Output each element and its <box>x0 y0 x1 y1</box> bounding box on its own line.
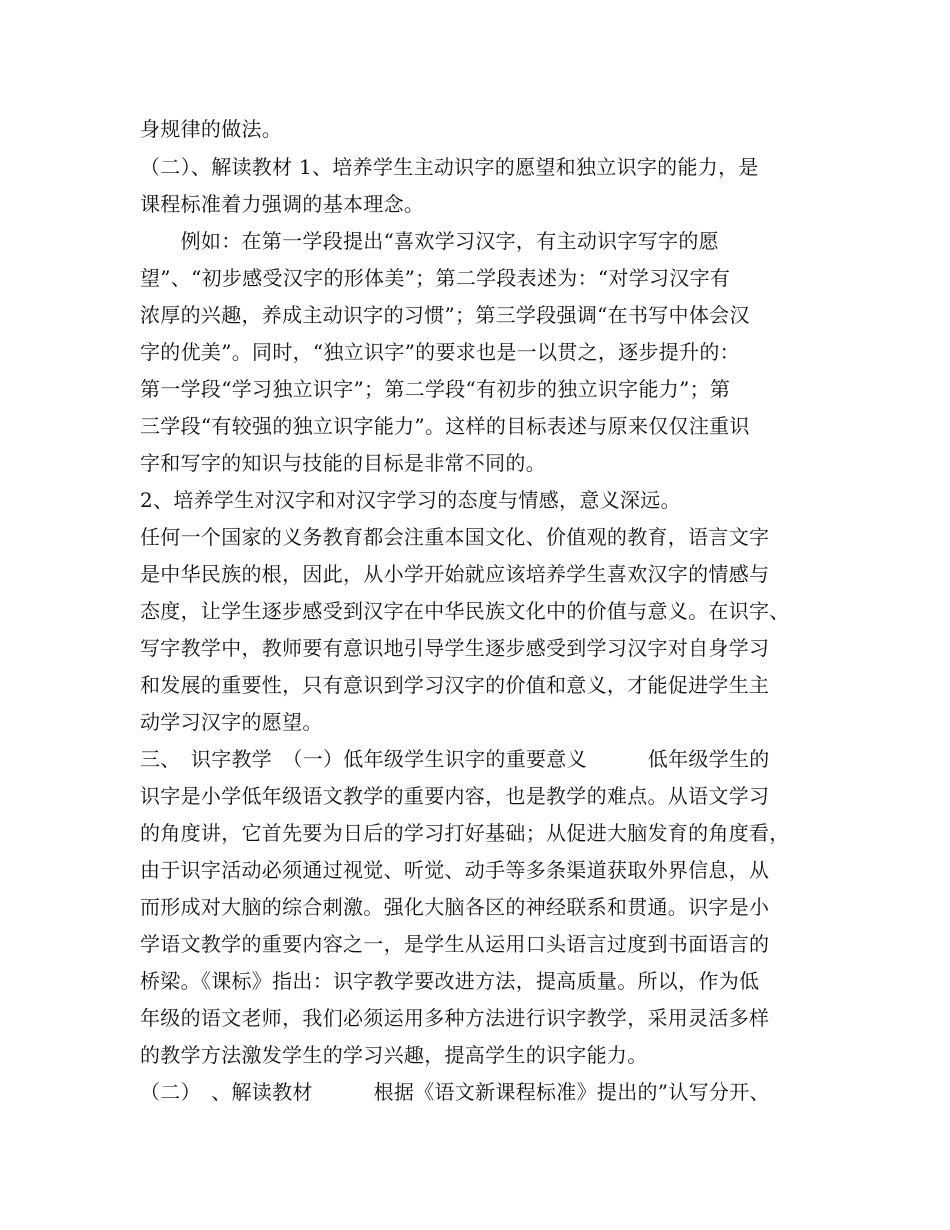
text-line: 三、 识字教学 （一）低年级学生识字的重要意义 低年级学生的 <box>140 747 770 771</box>
text-line: 桥梁。《课标》指出：识字教学要改进方法，提高质量。所以，作为低 <box>140 969 760 993</box>
text-line: 是中华民族的根，因此，从小学开始就应该培养学生喜欢汉字的情感与 <box>140 562 770 586</box>
text-line: 和发展的重要性，只有意识到学习汉字的价值和意义，才能促进学生主 <box>140 673 770 697</box>
text-line: 第一学段“学习独立识字”；第二学段“有初步的独立识字能力”；第 <box>140 377 731 401</box>
text-line: 身规律的做法。 <box>140 117 283 141</box>
text-line: 字的优美”。同时，“独立识字”的要求也是一以贯之，逐步提升的： <box>140 340 740 364</box>
text-line: 态度，让学生逐步感受到汉字在中华民族文化中的价值与意义。在识字、 <box>140 599 790 623</box>
text-line: 浓厚的兴趣，养成主动识字的习惯”；第三学段强调“在书写中体会汉 <box>140 303 750 327</box>
text-line: （二）、解读教材 1、培养学生主动识字的愿望和独立识字的能力，是 <box>140 155 759 179</box>
text-line: 写字教学中，教师要有意识地引导学生逐步感受到学习汉字对自身学习 <box>140 636 770 660</box>
text-line: 学语文教学的重要内容之一，是学生从运用口头语言过度到书面语言的 <box>140 932 770 956</box>
text-line: 年级的语文老师，我们必须运用多种方法进行识字教学，采用灵活多样 <box>140 1006 770 1030</box>
text-line: 字和写字的知识与技能的目标是非常不同的。 <box>140 451 546 475</box>
text-line: 任何一个国家的义务教育都会注重本国文化、价值观的教育，语言文字 <box>140 525 770 549</box>
text-line: 的教学方法激发学生的学习兴趣，提高学生的识字能力。 <box>140 1043 648 1067</box>
text-line: 望”、“初步感受汉字的形体美”；第二学段表述为：“对学习汉字有 <box>140 266 731 290</box>
text-line: 的角度讲，它首先要为日后的学习打好基础；从促进大脑发育的角度看， <box>140 821 790 845</box>
text-line: （二） 、解读教材 根据《语文新课程标准》提出的”认写分开、 <box>140 1080 770 1104</box>
text-line: 课程标准着力强调的基本理念。 <box>140 192 425 216</box>
text-line: 而形成对大脑的综合刺激。强化大脑各区的神经联系和贯通。识字是小 <box>140 895 770 919</box>
text-line: 例如：在第一学段提出“喜欢学习汉字，有主动识字写字的愿 <box>140 229 719 253</box>
text-line: 2、培养学生对汉字和对汉字学习的态度与情感，意义深远。 <box>140 488 681 512</box>
text-line: 由于识字活动必须通过视觉、听觉、动手等多条渠道获取外界信息，从 <box>140 858 770 882</box>
text-line: 动学习汉字的愿望。 <box>140 710 323 734</box>
text-line: 识字是小学低年级语文教学的重要内容，也是教学的难点。从语文学习 <box>140 784 770 808</box>
text-line: 三学段“有较强的独立识字能力”。这样的目标表述与原来仅仅注重识 <box>140 414 750 438</box>
